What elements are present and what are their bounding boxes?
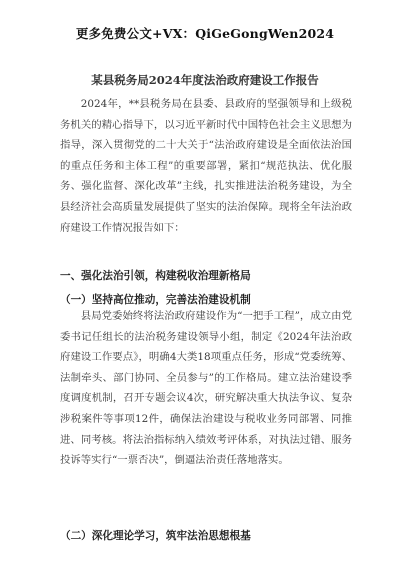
subsection-1-1-paragraph: 县局党委始终将法治政府建设作为“一把手工程”，成立由党委书记任组长的法治税务建设领导小组，制定《2024年法治政府建设工作要点》，明确4大类18项重点任务，形成“党委统筹、法制牵头、部门协同、全员参与”的工作格局。建立法治建设季度调度机制，召开专题会议4次，研究解决重大执法争议、复杂涉税案件等事项12件，确保法治建设与税收业务同部署、同推进、同考核。将法治指标纳入绩效考评体系，对执法过错、服务投诉等实行“一票否决”，倒逼法治责任落地落实。 <box>60 310 352 467</box>
intro-paragraph: 2024年，**县税务局在县委、县政府的坚强领导和上级税务机关的精心指导下，以习近平新时代中国特色社会主义思想为指导，深入贯彻党的二十大关于“法治政府建设是全面依法治国的重点任务和主体工程”的重要部署，紧扣“规范执法、优化服务、强化监督、深化改革”主线，扎实推进法治税务建设，为全县经济社会高质量发展提供了坚实的法治保障。现将全年法治政府建设工作情况报告如下： <box>60 98 352 234</box>
subsection-1-1-body-block <box>60 306 352 471</box>
section-heading-1: 一、强化法治引领，构建税收治理新格局 <box>60 270 251 282</box>
watermark-text: 更多免费公文+VX：QiGeGongWen2024 <box>75 26 335 41</box>
intro-paragraph-block <box>60 94 352 238</box>
subsection-heading-1-1: （一）坚持高位推动，完善法治建设机制 <box>60 294 251 306</box>
document-title: 某县税务局2024年度法治政府建设工作报告 <box>91 73 319 87</box>
subsection-heading-1-2: （二）深化理论学习，筑牢法治思想根基 <box>60 530 251 542</box>
